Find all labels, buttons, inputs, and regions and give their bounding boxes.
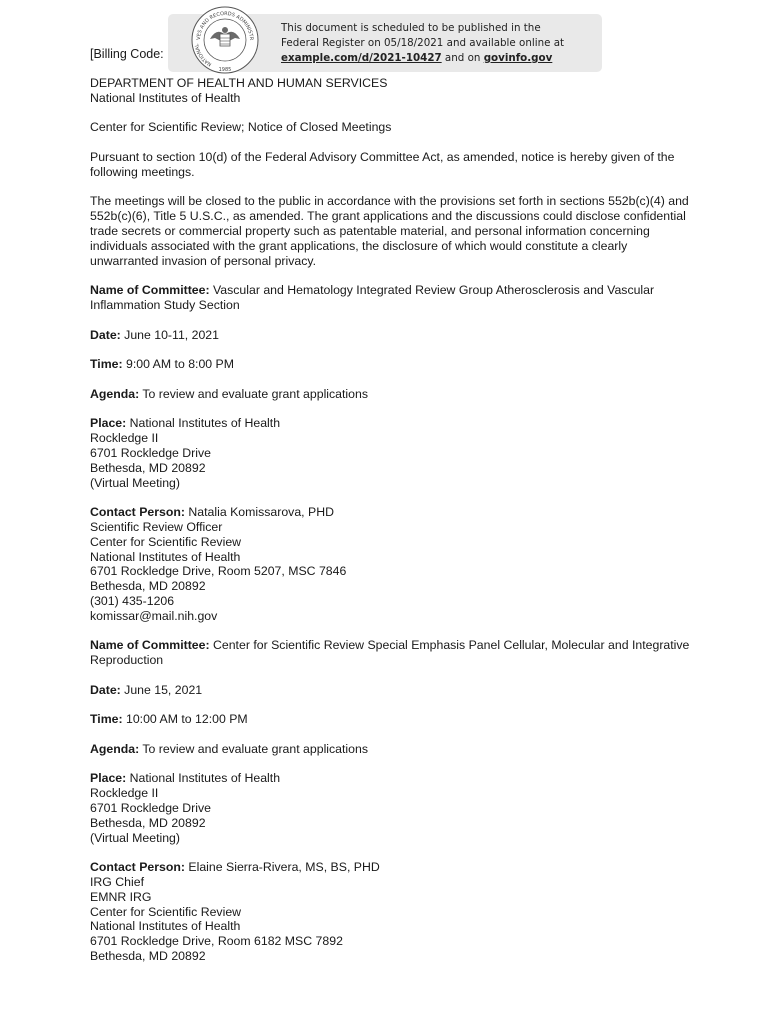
- meeting-time: 9:00 AM to 8:00 PM: [126, 357, 234, 372]
- contact-line: National Institutes of Health: [90, 549, 241, 564]
- national-archives-seal-icon: [190, 5, 260, 75]
- meeting-date: June 10-11, 2021: [124, 327, 219, 342]
- label-place: Place:: [90, 416, 127, 431]
- committee-name: Center for Scientific Review Special Emphasis Panel Cellular, Molecular and Integrative Reproduction: [90, 638, 690, 668]
- federal-register-link[interactable]: example.com/d/2021-10427: [281, 52, 442, 64]
- notice-subject: Center for Scientific Review; Notice of Closed Meetings: [90, 120, 392, 135]
- place-line: National Institutes of Health: [129, 771, 281, 786]
- banner-line-1: This document is scheduled to be published in the: [281, 22, 541, 34]
- meeting-2-contact: [90, 860, 690, 875]
- meeting-1-date: [90, 328, 690, 343]
- meeting-1-place: [90, 416, 690, 431]
- place-line: National Institutes of Health: [129, 416, 281, 431]
- contact-line: Scientific Review Officer: [90, 519, 223, 534]
- label-time: Time:: [90, 712, 123, 727]
- banner-text: [281, 21, 581, 66]
- place-line: Rockledge II: [90, 431, 159, 446]
- meeting-2-agenda: [90, 742, 690, 757]
- label-name: Name of Committee:: [90, 283, 210, 298]
- billing-code: [Billing Code:: [90, 47, 164, 61]
- contact-line: 6701 Rockledge Drive, Room 6182 MSC 7892: [90, 934, 343, 949]
- meeting-1-name: [90, 283, 690, 313]
- label-place: Place:: [90, 771, 127, 786]
- contact-line: Elaine Sierra-Rivera, MS, BS, PHD: [188, 860, 380, 875]
- seal-year: 1985: [218, 67, 232, 73]
- contact-line: IRG Chief: [90, 875, 144, 890]
- contact-line: Center for Scientific Review: [90, 904, 242, 919]
- contact-line: National Institutes of Health: [90, 919, 241, 934]
- meeting-time: 10:00 AM to 12:00 PM: [126, 712, 248, 727]
- seal-left-text: NATIONAL: [194, 43, 213, 68]
- committee-name: Vascular and Hematology Integrated Review Group Atherosclerosis and Vascular Inflammation Study Section: [90, 283, 655, 312]
- label-name: Name of Committee:: [90, 638, 210, 653]
- label-agenda: Agenda:: [90, 741, 140, 756]
- department-name: DEPARTMENT OF HEALTH AND HUMAN SERVICES: [90, 76, 388, 90]
- contact-line: EMNR IRG: [90, 889, 152, 904]
- meeting-2-date: [90, 683, 690, 698]
- banner-line-3: [281, 51, 581, 66]
- contact-line: Bethesda, MD 20892: [90, 579, 206, 594]
- contact-line: 6701 Rockledge Drive, Room 5207, MSC 7846: [90, 564, 347, 579]
- govinfo-link[interactable]: govinfo.gov: [483, 52, 553, 64]
- banner-mid-text: and on: [441, 52, 484, 64]
- contact-line: Bethesda, MD 20892: [90, 949, 206, 964]
- meeting-date: June 15, 2021: [124, 682, 203, 697]
- meeting-2-place: [90, 771, 690, 786]
- seal-top-text: VES AND RECORDS ADMINISTR: [195, 10, 255, 41]
- agency-name: National Institutes of Health: [90, 90, 241, 105]
- label-date: Date:: [90, 682, 121, 697]
- meeting-agenda: To review and evaluate grant applications: [142, 741, 368, 756]
- contact-email: komissar@mail.nih.gov: [90, 608, 218, 623]
- contact-line: Center for Scientific Review: [90, 534, 242, 549]
- place-line: Bethesda, MD 20892: [90, 815, 206, 830]
- label-time: Time:: [90, 357, 123, 372]
- meeting-1-time: [90, 357, 690, 372]
- place-line: Bethesda, MD 20892: [90, 460, 206, 475]
- banner-line-2: Federal Register on 05/18/2021 and available online at: [281, 37, 565, 49]
- label-contact: Contact Person:: [90, 505, 185, 520]
- contact-phone: (301) 435-1206: [90, 593, 175, 608]
- place-line: 6701 Rockledge Drive: [90, 445, 211, 460]
- label-agenda: Agenda:: [90, 386, 140, 401]
- meeting-1-contact: [90, 505, 690, 520]
- meeting-agenda: To review and evaluate grant applications: [142, 386, 368, 401]
- contact-line: Natalia Komissarova, PHD: [188, 505, 334, 520]
- place-line: 6701 Rockledge Drive: [90, 801, 211, 816]
- meeting-1-agenda: [90, 387, 690, 402]
- place-line: Rockledge II: [90, 786, 159, 801]
- label-date: Date:: [90, 327, 121, 342]
- document-body: [90, 76, 690, 964]
- intro-paragraph: Pursuant to section 10(d) of the Federal Advisory Committee Act, as amended, notice is hereby given of the following meetings.: [90, 149, 675, 179]
- meeting-2-time: [90, 712, 690, 727]
- meeting-2-name: [90, 638, 690, 668]
- place-line: (Virtual Meeting): [90, 830, 180, 845]
- place-line: (Virtual Meeting): [90, 475, 180, 490]
- closure-paragraph: The meetings will be closed to the public in accordance with the provisions set forth in sections 552b(c)(4) and 552b(c)(6), Title 5 U.S.C., as amended. The grant applications and the discussions could disclose confidential trade secrets or commercial property such as patentable material, and personal information concerning individuals associated with the grant applications, the disclosure of which would constitute a clearly unwarranted invasion of personal privacy.: [90, 194, 689, 268]
- label-contact: Contact Person:: [90, 860, 185, 875]
